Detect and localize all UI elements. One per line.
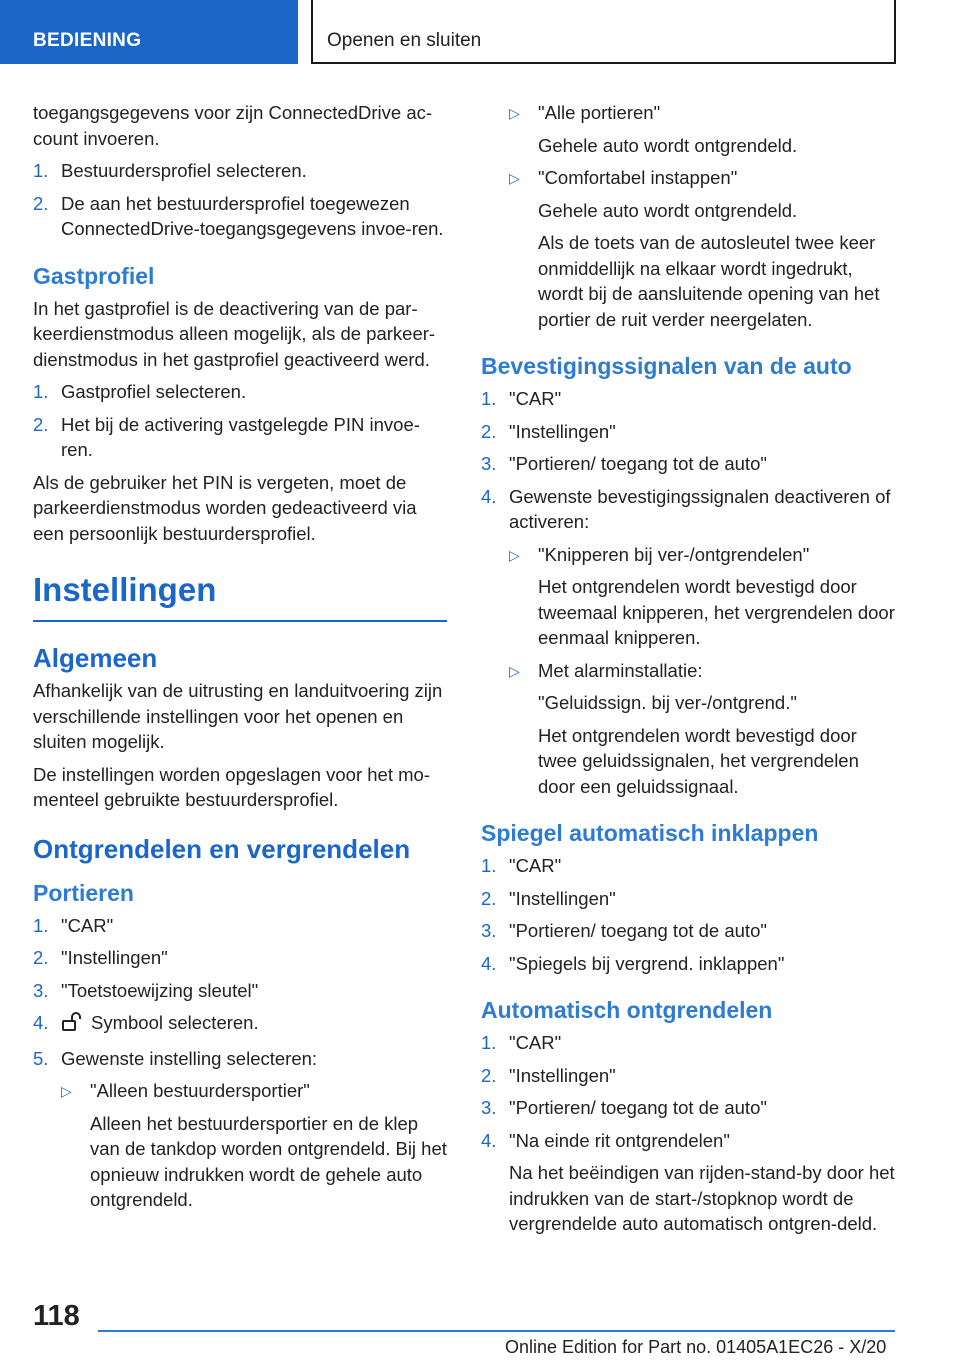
list-item: 4. "Na einde rit ontgrendelen" Na het beëindigen van rijden-stand-by door het indrukken van de start-/stopknop wordt de vergrendelde auto automatisch ontgren-deld. [481, 1129, 895, 1234]
header-chapter-box [311, 0, 896, 64]
list-item: 4. Gewenste bevestigingssignalen deactiveren of activeren: ▷ "Knipperen bij ver-/ontgrendelen" Het ontgrendelen wordt bevestigd door tweemaal knipperen, het vergrendelen door eenmaal knipperen. ▷ Met alarminstallatie: "Geluidssign. bij ver-/ontgrend." Het ontgrendelen wordt bevestigd door twee geluidssignalen, het vergrendelen door een geluidssignaal. [481, 484, 895, 800]
spiegel-steps [481, 853, 895, 976]
list-item: 1. "CAR" [33, 914, 114, 936]
section-heading-algemeen: Algemeen [33, 643, 158, 673]
list-item: 1. "CAR" [481, 1032, 562, 1053]
subsection-heading-portieren: Portieren [33, 879, 134, 906]
section-heading-ontgrendelen: Ontgrendelen en vergrendelen [33, 833, 411, 864]
left-column [33, 100, 447, 1220]
list-item: 1. "CAR" [481, 855, 562, 876]
list-item: 3. "Portieren/ toegang tot de auto" [481, 1097, 767, 1118]
list-item: 1. "CAR" [481, 388, 562, 409]
profile-steps [33, 158, 447, 242]
triangle-bullet-icon: ▷ [509, 546, 520, 563]
footer-edition-text: Online Edition for Part no. 01405A1EC26 - X/20 [505, 1337, 887, 1357]
list-item: 2. "Instellingen" [481, 887, 616, 909]
section-heading-automatisch: Automatisch ontgrendelen [481, 997, 773, 1023]
lock-open-icon [61, 1012, 83, 1039]
section-heading-bevestigingssignalen: Bevestigingssignalen van de auto [481, 353, 852, 379]
list-item: 2. Het bij de activering vastgelegde PIN invoe-ren. [33, 413, 420, 460]
gast-text: In het gastprofiel is de deactivering van de par-keerdienstmodus alleen mogelijk, als de parkeer-dienstmodus in het gastprofiel geactiveerd werd. [33, 297, 436, 370]
header-section-label: BEDIENING [33, 30, 142, 51]
intro-text: toegangsgegevens voor zijn ConnectedDrive ac-count invoeren. [33, 102, 433, 149]
portieren-steps [33, 913, 447, 1213]
list-item: ▷ "Comfortabel instappen" Gehele auto wordt ontgrendeld. Als de toets van de autosleutel twee keer onmiddellijk na elkaar wordt ingedrukt, wordt bij de aansluitende opening van het portier de ruit verder neergelaten. [509, 167, 880, 330]
list-item: 2. De aan het bestuurdersprofiel toegewezen ConnectedDrive-toegangsgegevens invoe-ren. [33, 192, 444, 239]
bevestiging-steps [481, 386, 895, 799]
bevestiging-options [509, 542, 895, 800]
triangle-bullet-icon: ▷ [61, 1083, 72, 1099]
gast-note: Als de gebruiker het PIN is vergeten, moet de parkeerdienstmodus worden gedeactiveerd via een persoonlijk bestuurdersprofiel. [33, 471, 417, 544]
list-item: ▷ "Alle portieren" Gehele auto wordt ontgrendeld. [509, 102, 798, 156]
algemeen-text-1: Afhankelijk van de uitrusting en landuitvoering zijn verschillende instellingen voor het openen en sluiten mogelijk. [33, 680, 443, 752]
triangle-bullet-icon: ▷ [509, 105, 520, 121]
gast-steps [33, 379, 447, 463]
list-item: 5. Gewenste instelling selecteren: ▷ "Alleen bestuurdersportier" Alleen het bestuurdersportier en de klep van de tankdop worden ontgrendeld. Bij het opnieuw indrukken wordt de gehele auto ontgrendeld. [33, 1046, 447, 1213]
section-heading-spiegel: Spiegel automatisch inklappen [481, 820, 819, 846]
list-item: 4. Symbool selecteren. [33, 1010, 447, 1039]
list-item: ▷ "Alleen bestuurdersportier" Alleen het bestuurdersportier en de klep van de tankdop worden ontgrendeld. Bij het opnieuw indrukken wordt de gehele auto ontgrendeld. [61, 1080, 447, 1210]
page-number: 118 [33, 1300, 80, 1332]
right-column [481, 100, 895, 1244]
list-item: 3. "Toetstoewijzing sleutel" [33, 979, 259, 1001]
triangle-bullet-icon: ▷ [509, 170, 520, 186]
list-item: 2. "Instellingen" [33, 947, 168, 968]
portieren-options [61, 1078, 447, 1213]
automatisch-steps [481, 1030, 895, 1237]
header-section-tab [0, 0, 298, 64]
section-heading-gastprofiel: Gastprofiel [33, 262, 155, 289]
list-item: 2. "Instellingen" [481, 420, 616, 442]
portieren-options-continued [509, 100, 895, 332]
list-item: 3. "Portieren/ toegang tot de auto" [481, 920, 767, 941]
list-item: 1. Bestuurdersprofiel selecteren. [33, 160, 307, 181]
footer-divider [98, 1330, 895, 1332]
list-item: ▷ "Knipperen bij ver-/ontgrendelen" Het ontgrendelen wordt bevestigd door tweemaal knipperen, het vergrendelen door eenmaal knipperen. [509, 543, 895, 648]
header-chapter-label: Openen en sluiten [327, 30, 482, 51]
list-item: 1. Gastprofiel selecteren. [33, 381, 247, 402]
list-item: 2. "Instellingen" [481, 1064, 616, 1086]
algemeen-text-2: De instellingen worden opgeslagen voor het mo-menteel gebruikte bestuurdersprofiel. [33, 763, 430, 810]
list-item: 3. "Portieren/ toegang tot de auto" [481, 453, 767, 474]
chapter-heading-instellingen: Instellingen [33, 570, 447, 622]
list-item: ▷ Met alarminstallatie: "Geluidssign. bij ver-/ontgrend." Het ontgrendelen wordt bevestigd door twee geluidssignalen, het vergrendelen door een geluidssignaal. [509, 659, 859, 797]
triangle-bullet-icon: ▷ [509, 662, 520, 679]
list-item: 4. "Spiegels bij vergrend. inklappen" [481, 952, 785, 974]
